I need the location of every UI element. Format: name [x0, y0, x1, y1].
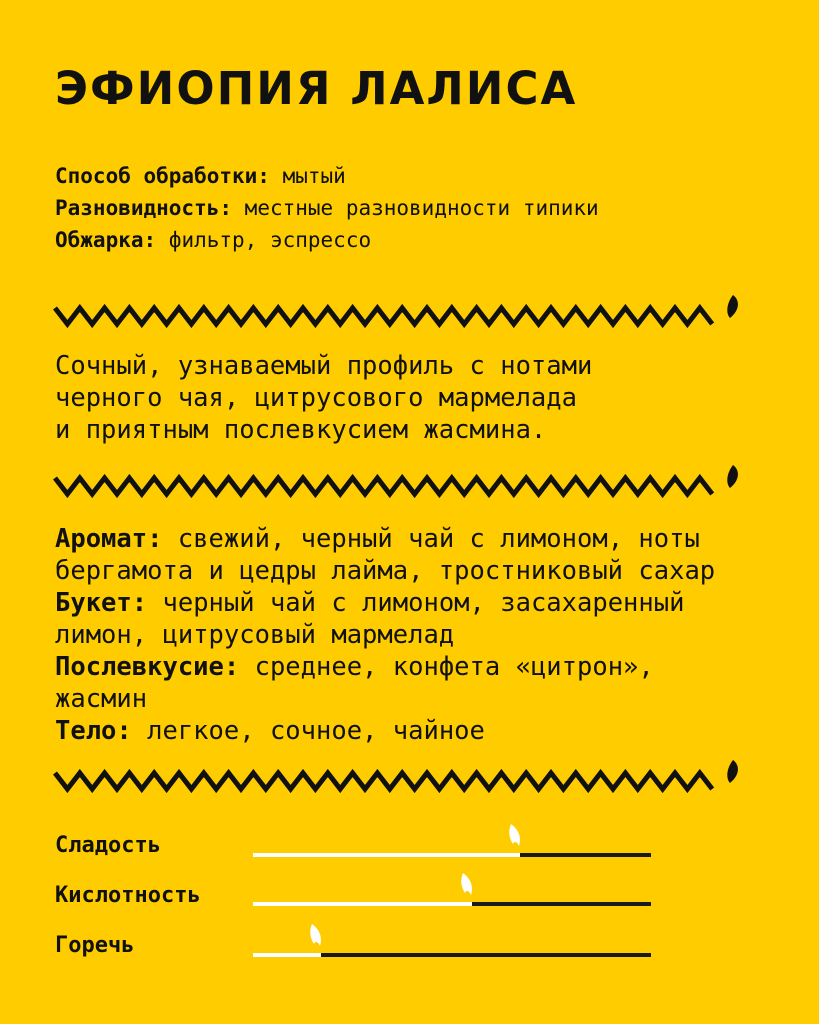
- meta-info: [55, 160, 599, 256]
- scale-fill: [253, 853, 520, 857]
- flame-icon: [727, 465, 738, 488]
- zigzag-divider-icon: [50, 460, 750, 510]
- page-title: ЭФИОПИЯ ЛАЛИСА: [55, 62, 578, 115]
- meta-variety: Разновидность: местные разновидности типики: [55, 196, 599, 220]
- detail-aroma: Аромат: свежий, черный чай с лимоном, ноты бергамота и цедры лайма, тростниковый сахар: [55, 524, 716, 586]
- scale-label-sweetness: Сладость: [55, 833, 161, 858]
- detail-aftertaste: Послевкусие: среднее, конфета «цитрон», жасмин: [55, 652, 654, 714]
- flame-icon: [727, 295, 738, 318]
- flame-marker-icon: [460, 872, 474, 896]
- scale-label-acidity: Кислотность: [55, 883, 201, 908]
- flame-marker-icon: [309, 923, 323, 947]
- meta-processing: Способ обработки: мытый: [55, 164, 346, 188]
- flame-marker-icon: [508, 823, 522, 847]
- scale-acidity: [253, 902, 651, 906]
- meta-roast: Обжарка: фильтр, эспрессо: [55, 228, 372, 252]
- flame-icon: [727, 760, 738, 783]
- tasting-details: [55, 523, 755, 747]
- detail-body: Тело: легкое, сочное, чайное: [55, 716, 485, 746]
- scale-fill: [253, 953, 321, 957]
- description: Сочный, узнаваемый профиль с нотами черного чая, цитрусового мармелада и приятным послевкусием жасмина.: [55, 351, 593, 445]
- detail-bouquet: Букет: черный чай с лимоном, засахаренный лимон, цитрусовый мармелад: [55, 588, 685, 650]
- scale-label-bitterness: Горечь: [55, 933, 135, 958]
- zigzag-divider-icon: [50, 755, 750, 805]
- scale-bitterness: [253, 953, 651, 957]
- scale-fill: [253, 902, 472, 906]
- zigzag-divider-icon: [50, 290, 750, 340]
- scale-sweetness: [253, 853, 651, 857]
